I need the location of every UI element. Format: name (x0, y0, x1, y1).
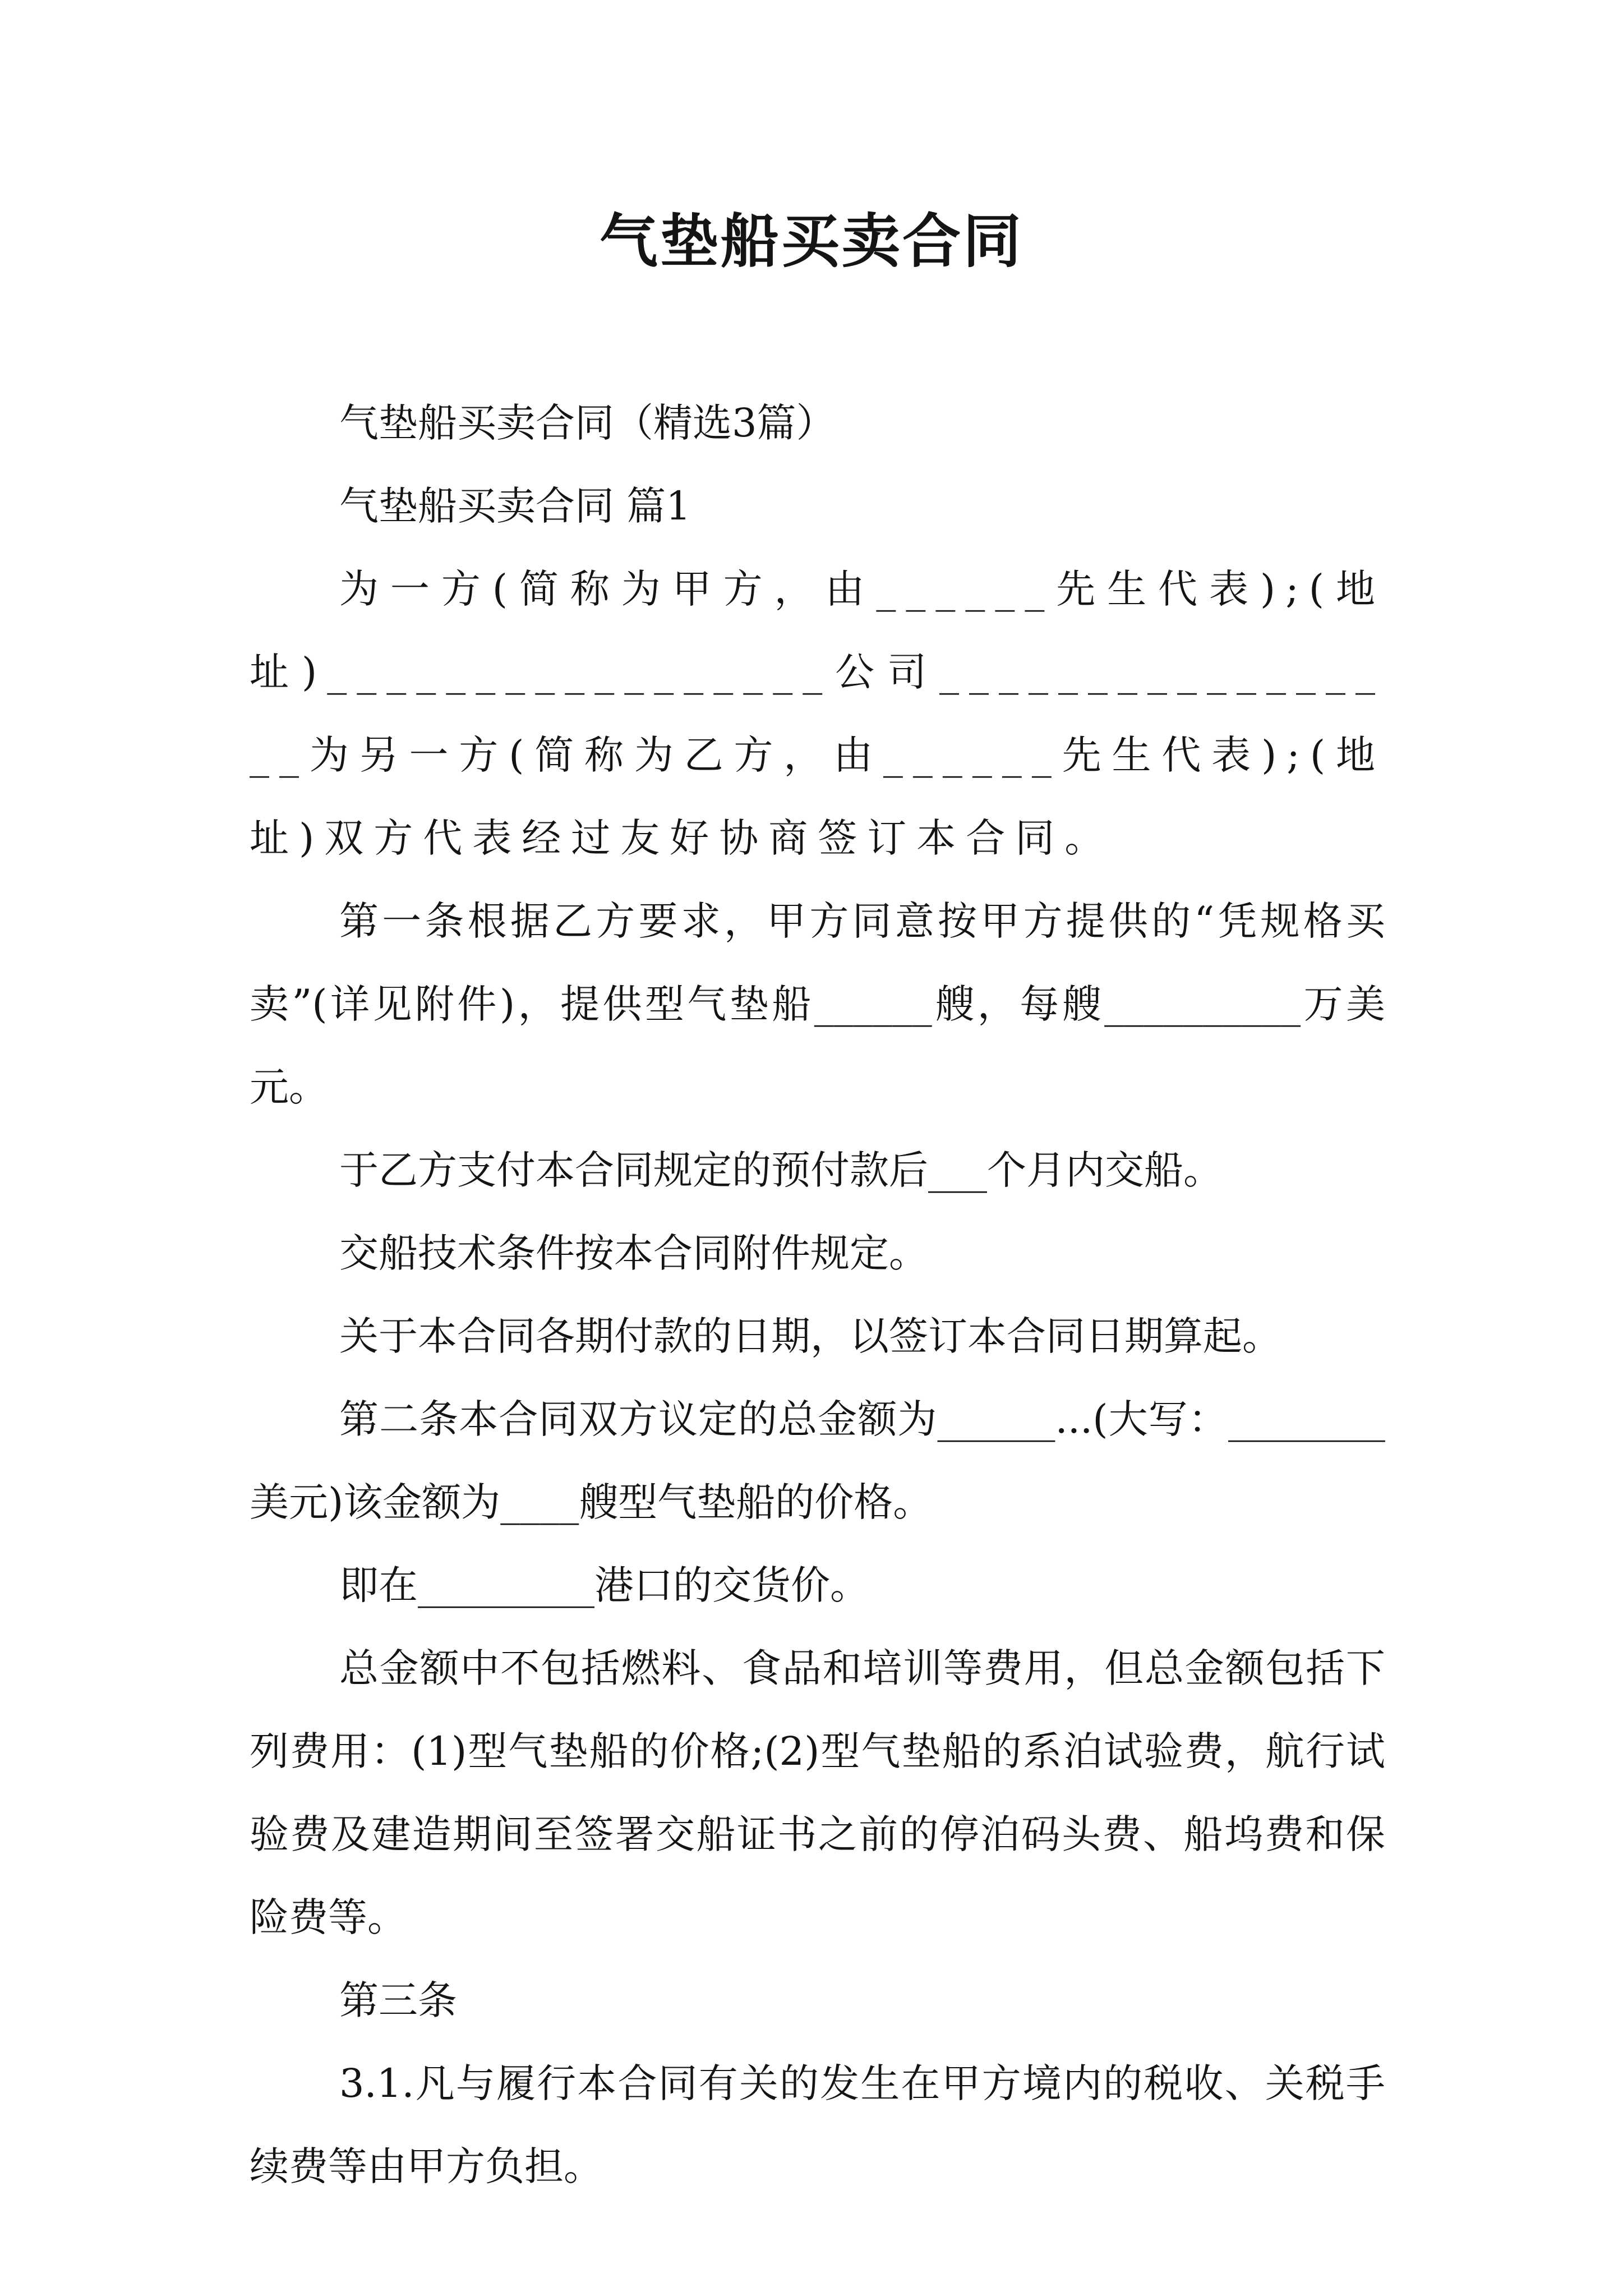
paragraph-payment-dates: 关于本合同各期付款的日期，以签订本合同日期算起。 (339, 1313, 1281, 1359)
paragraph-port-price: 即在_________港口的交货价。 (339, 1562, 869, 1608)
document-body (250, 381, 1385, 2208)
paragraph-delivery-time: 于乙方支付本合同规定的预付款后___个月内交船。 (339, 1147, 1223, 1193)
paragraph-article-2: 第二条本合同双方议定的总金额为______...(大写：________美元)该金额为____艘型气垫船的价格。 (250, 1396, 1385, 1525)
document-title: 气垫船买卖合同 (599, 206, 1023, 275)
paragraph-parties: 为一方(简称为甲方，由______先生代表);(地址)_________________公司_________________为另一方(简称为乙方，由______先生代表);(地址)双方代表经过友好协商签订本合同。 (250, 566, 1385, 861)
paragraph-article-1: 第一条根据乙方要求，甲方同意按甲方提供的“凭规格买卖”(详见附件)，提供型气垫船______艘，每艘__________万美元。 (250, 898, 1385, 1110)
paragraph-clause-3-1: 3.1.凡与履行本合同有关的发生在甲方境内的税收、关税手续费等由甲方负担。 (250, 2060, 1385, 2189)
paragraph-delivery-terms: 交船技术条件按本合同附件规定。 (339, 1230, 928, 1276)
paragraph-total-amount: 总金额中不包括燃料、食品和培训等费用，但总金额包括下列费用：(1)型气垫船的价格;(2)型气垫船的系泊试验费，航行试验费及建造期间至签署交船证书之前的停泊码头费、船坞费和保险费等。 (250, 1645, 1385, 1940)
paragraph-subtitle: 气垫船买卖合同（精选3篇） (339, 400, 836, 446)
paragraph-article-3: 第三条 (339, 1977, 457, 2023)
paragraph-section-heading: 气垫船买卖合同 篇1 (339, 483, 691, 529)
